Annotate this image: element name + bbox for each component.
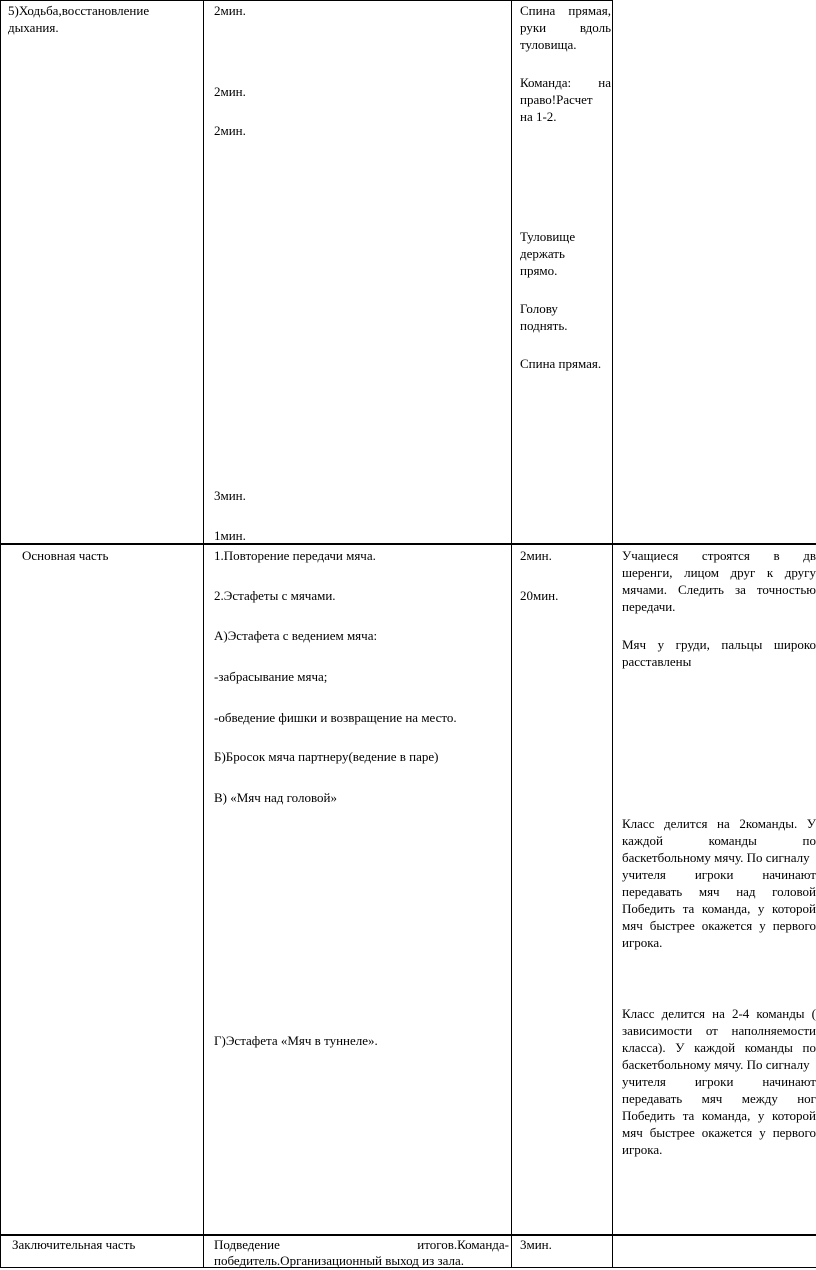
table-top-border <box>0 0 612 1</box>
row1-note-2b: право!Расчет <box>520 92 593 107</box>
col-border-3 <box>612 0 613 1268</box>
row1-note-5: Спина прямая. <box>520 356 602 371</box>
row2-note-4h: мяч быстрее окажется у первого <box>622 1125 816 1140</box>
row1-time-5: 1мин. <box>214 528 246 543</box>
row2-item-7: В) «Мяч над головой» <box>214 790 337 805</box>
row2-note-4d: баскетбольному мячу. По сигналу <box>622 1057 810 1072</box>
row1-note-2a: Команда: на <box>520 75 611 90</box>
row2-note-4b: зависимости от наполняемости <box>622 1023 816 1038</box>
row1-note-4b: поднять. <box>520 318 568 333</box>
row2-note-1a: Учащиеся строятся в дв <box>622 548 816 563</box>
row2-note-3g: мяч быстрее окажется у первого <box>622 918 816 933</box>
col-border-2 <box>511 0 512 1268</box>
row2-note-4c: класса). У каждой команды по <box>622 1040 816 1055</box>
row3-text-line2: победитель.Организационный выход из зала. <box>214 1253 465 1268</box>
row2-note-3d: учителя игроки начинают <box>622 867 816 882</box>
row1-time-2: 2мин. <box>214 84 246 99</box>
row2-note-4g: Победить та команда, у которой <box>622 1108 816 1123</box>
row1-note-4a: Голову <box>520 301 558 316</box>
row1-note-1a: Спина прямая, <box>520 3 611 18</box>
row1-note-1c: туловища. <box>520 37 577 52</box>
row1-time-4: 3мин. <box>214 488 246 503</box>
row2-note-1b: шеренги, лицом друг к другу <box>622 565 816 580</box>
row1-time-1: 2мин. <box>214 3 246 18</box>
row2-item-2: 2.Эстафеты с мячами. <box>214 588 336 603</box>
row2-item-3: А)Эстафета с ведением мяча: <box>214 628 378 643</box>
row3-text-line1: Подведение итогов.Команда- <box>214 1237 509 1252</box>
row2-note-3a: Класс делится на 2команды. У <box>622 816 816 831</box>
row2-note-4a: Класс делится на 2-4 команды ( <box>622 1006 816 1021</box>
row2-note-2a: Мяч у груди, пальцы широко <box>622 637 816 652</box>
row2-item-5: -обведение фишки и возвращение на место. <box>214 710 457 725</box>
row1-note-2c: на 1-2. <box>520 109 557 124</box>
row3-time: 3мин. <box>520 1237 552 1252</box>
row2-item-4: -забрасывание мяча; <box>214 669 328 684</box>
col-border-left <box>0 0 1 1268</box>
row2-item-6: Б)Бросок мяча партнеру(ведение в паре) <box>214 749 439 764</box>
row2-note-3f: Победить та команда, у которой <box>622 901 816 916</box>
row2-note-3e: передавать мяч над головой <box>622 884 816 899</box>
col-border-1 <box>203 0 204 1268</box>
row2-item-8: Г)Эстафета «Мяч в туннеле». <box>214 1033 378 1048</box>
row3-name: Заключительная часть <box>12 1237 136 1252</box>
row2-note-3h: игрока. <box>622 935 663 950</box>
row2-note-1d: передачи. <box>622 599 676 614</box>
row-divider-1 <box>0 543 816 545</box>
row2-note-2b: расставлены <box>622 654 692 669</box>
row2-time-2: 20мин. <box>520 588 559 603</box>
row2-note-4e: учителя игроки начинают <box>622 1074 816 1089</box>
row1-note-3b: держать <box>520 246 565 261</box>
row2-time-1: 2мин. <box>520 548 552 563</box>
row2-item-1: 1.Повторение передачи мяча. <box>214 548 376 563</box>
row2-name: Основная часть <box>22 548 109 563</box>
row1-note-3a: Туловище <box>520 229 576 244</box>
row1-note-1b: руки вдоль <box>520 20 611 35</box>
row2-note-3c: баскетбольному мячу. По сигналу <box>622 850 810 865</box>
row2-note-4f: передавать мяч между ног <box>622 1091 816 1106</box>
row1-note-3c: прямо. <box>520 263 558 278</box>
row2-note-3b: каждой команды по <box>622 833 816 848</box>
row2-note-1c: мячами. Следить за точностью <box>622 582 816 597</box>
row2-note-4i: игрока. <box>622 1142 663 1157</box>
row1-name-line1: 5)Ходьба,восстановление <box>8 3 150 18</box>
row1-name-line2: дыхания. <box>8 20 59 35</box>
row1-time-3: 2мин. <box>214 123 246 138</box>
